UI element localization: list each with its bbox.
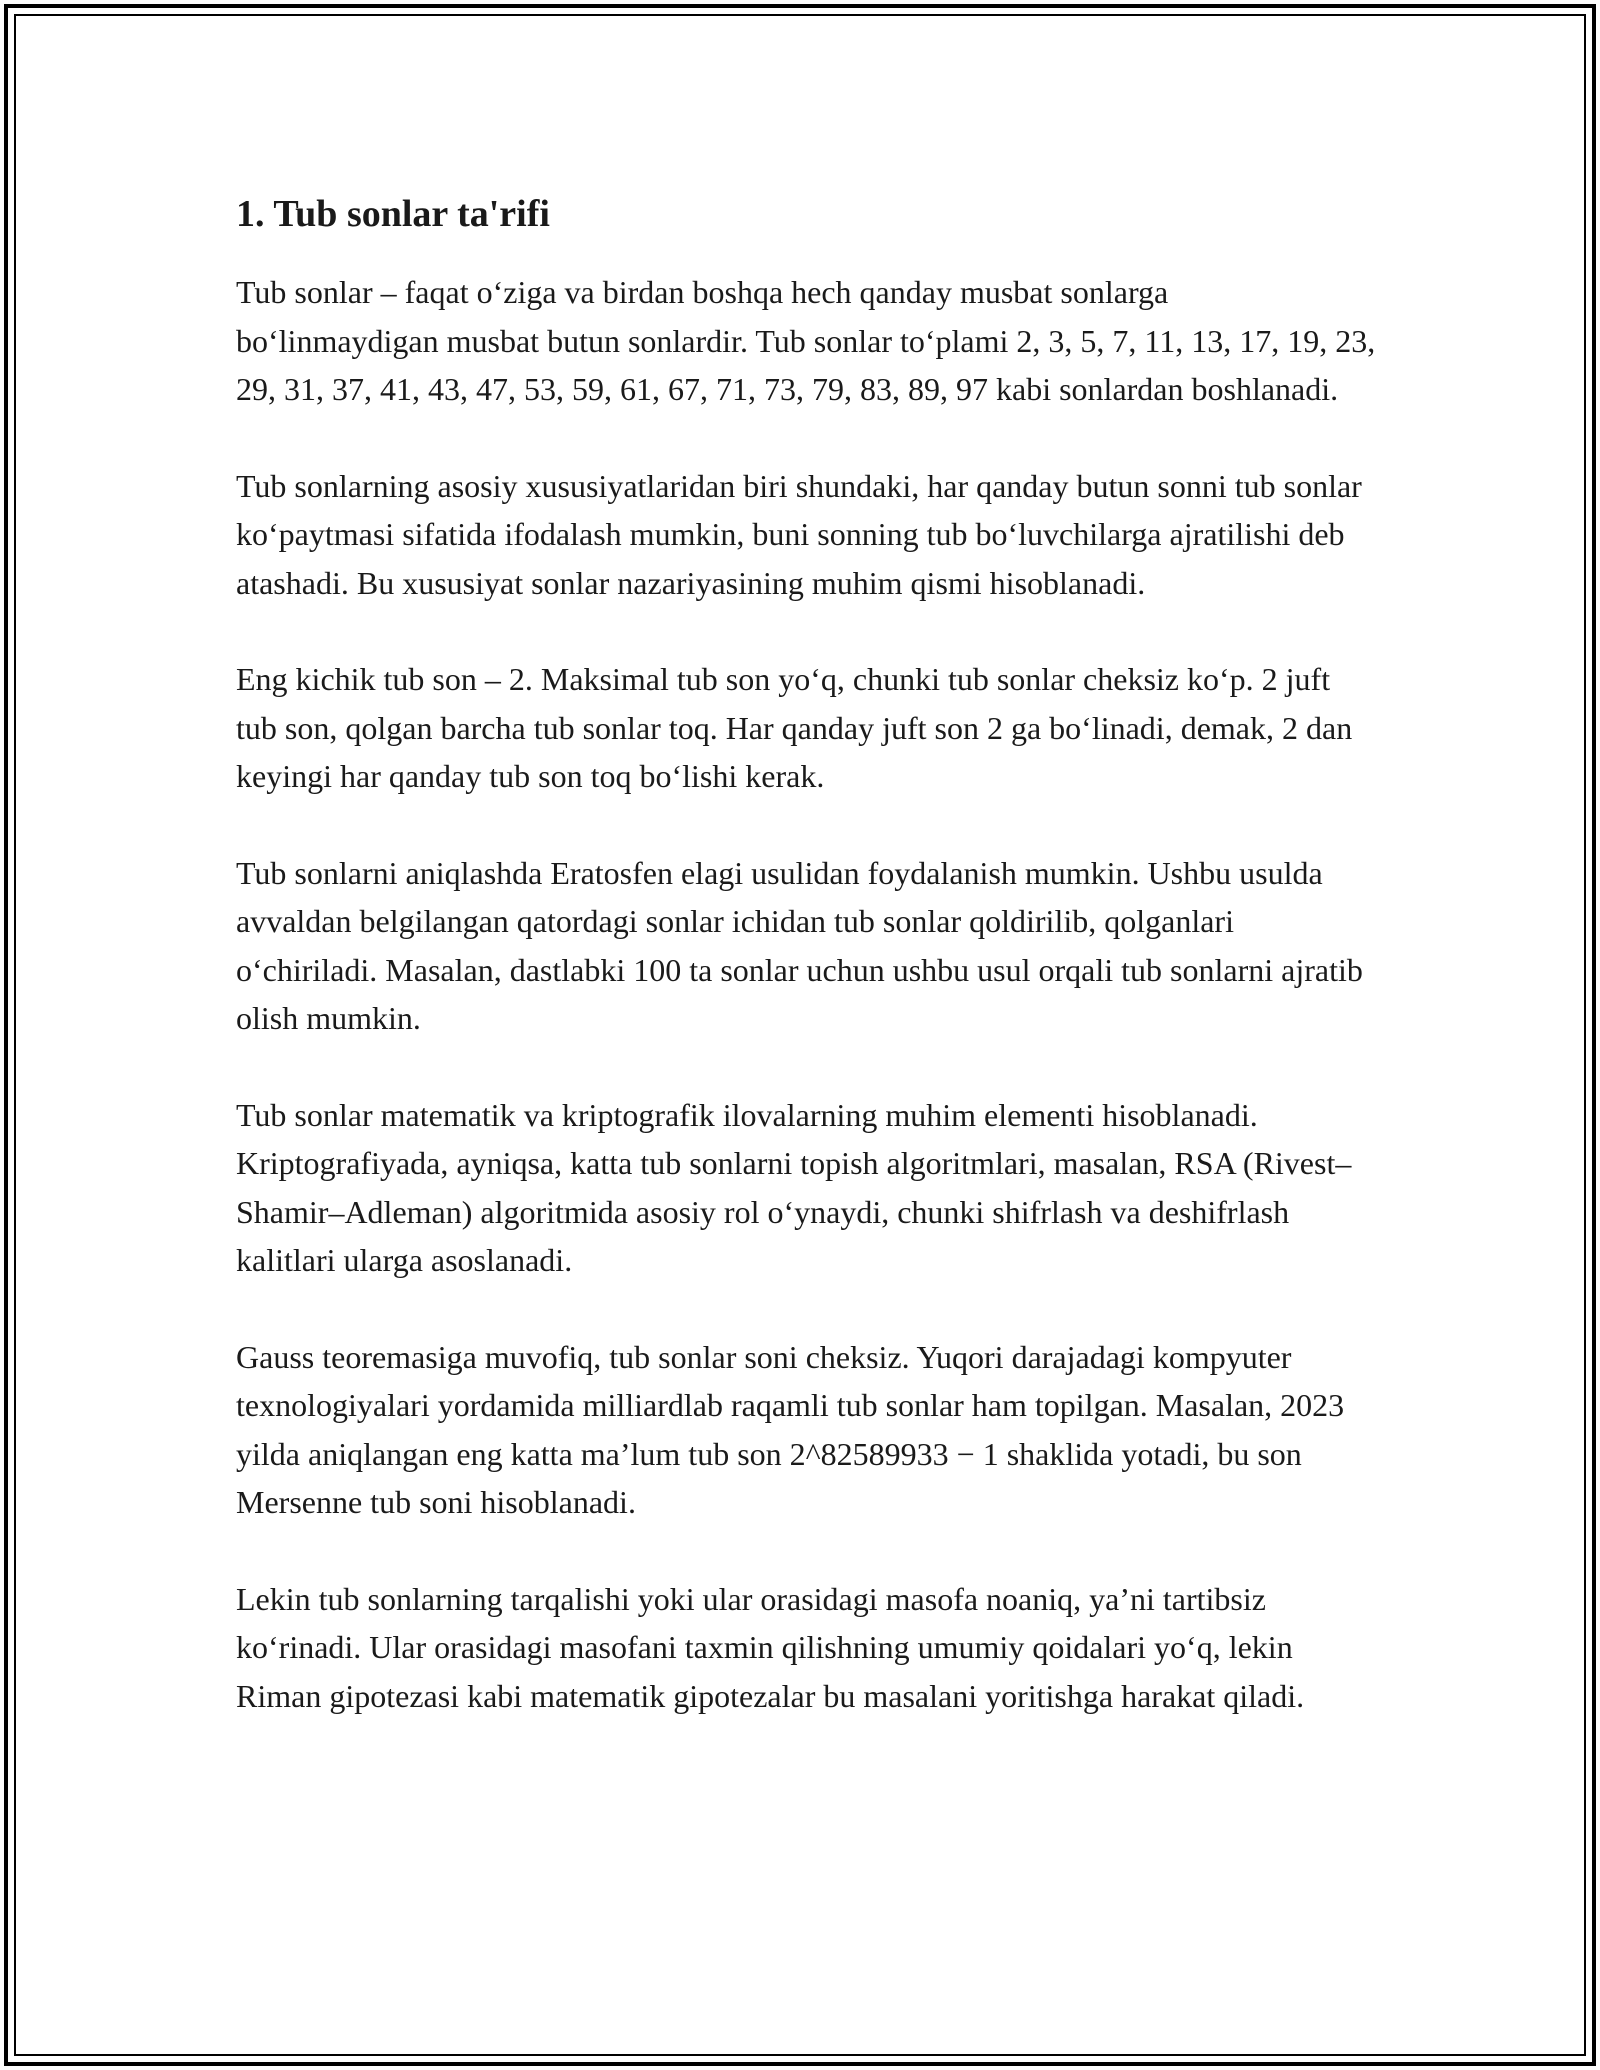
paragraph-factorization: Tub sonlarning asosiy xususiyatlaridan biri shundaki, har qanday butun sonni tub sonlar ko‘paytmasi sifatida ifodalash mumkin, buni sonning tub bo‘luvchilarga ajratilishi deb atashadi. Bu xususiyat sonlar nazariyasining muhim qismi hisoblanadi.	[236, 467, 1362, 601]
paragraph-gauss: Gauss teoremasiga muvofiq, tub sonlar soni cheksiz. Yuqori darajadagi kompyuter texnologiyalari yordamida milliardlab raqamli tub sonlar ham topilgan. Masalan, 2023 yilda aniqlangan eng katta ma’lum tub son 2^82589933 − 1 shaklida yotadi, bu son Mersenne tub soni hisoblanadi.	[236, 1338, 1345, 1520]
paragraph-eratosthenes: Tub sonlarni aniqlashda Eratosfen elagi usulidan foydalanish mumkin. Ushbu usulda avvaldan belgilangan qatordagi sonlar ichidan tub sonlar qoldirilib, qolganlari o‘chiriladi. Masalan, dastlabki 100 ta sonlar uchun ushbu usul orqali tub sonlarni ajratib olish mumkin.	[236, 854, 1363, 1036]
document-content	[236, 186, 1376, 1768]
paragraph-smallest-prime: Eng kichik tub son – 2. Maksimal tub son yo‘q, chunki tub sonlar cheksiz ko‘p. 2 juft tub son, qolgan barcha tub sonlar toq. Har qanday juft son 2 ga bo‘linadi, demak, 2 dan keyingi har qanday tub son toq bo‘lishi kerak.	[236, 661, 1353, 794]
paragraph-cryptography: Tub sonlar matematik va kriptografik ilovalarning muhim elementi hisoblanadi. Kriptografiyada, ayniqsa, katta tub sonlarni topish algoritmlari, masalan, RSA (Rivest–Shamir–Adleman) algoritmida asosiy rol o‘ynaydi, chunki shifrlash va deshifrlash kalitlari ularga asoslanadi.	[236, 1096, 1352, 1278]
paragraph-definition: Tub sonlar – faqat o‘ziga va birdan boshqa hech qanday musbat sonlarga bo‘linmaydigan musbat butun sonlardir. Tub sonlar to‘plami 2, 3, 5, 7, 11, 13, 17, 19, 23, 29, 31, 37, 41, 43, 47, 53, 59, 61, 67, 71, 73, 79, 83, 89, 97 kabi sonlardan boshlanadi.	[236, 274, 1376, 407]
section-heading: 1. Tub sonlar ta'rifi	[236, 193, 550, 235]
paragraph-distribution: Lekin tub sonlarning tarqalishi yoki ular orasidagi masofa noaniq, ya’ni tartibsiz ko‘rinadi. Ular orasidagi masofani taxmin qilishning umumiy qoidalari yo‘q, lekin Riman gipotezasi kabi matematik gipotezalar bu masalani yoritishga harakat qiladi.	[236, 1580, 1305, 1714]
